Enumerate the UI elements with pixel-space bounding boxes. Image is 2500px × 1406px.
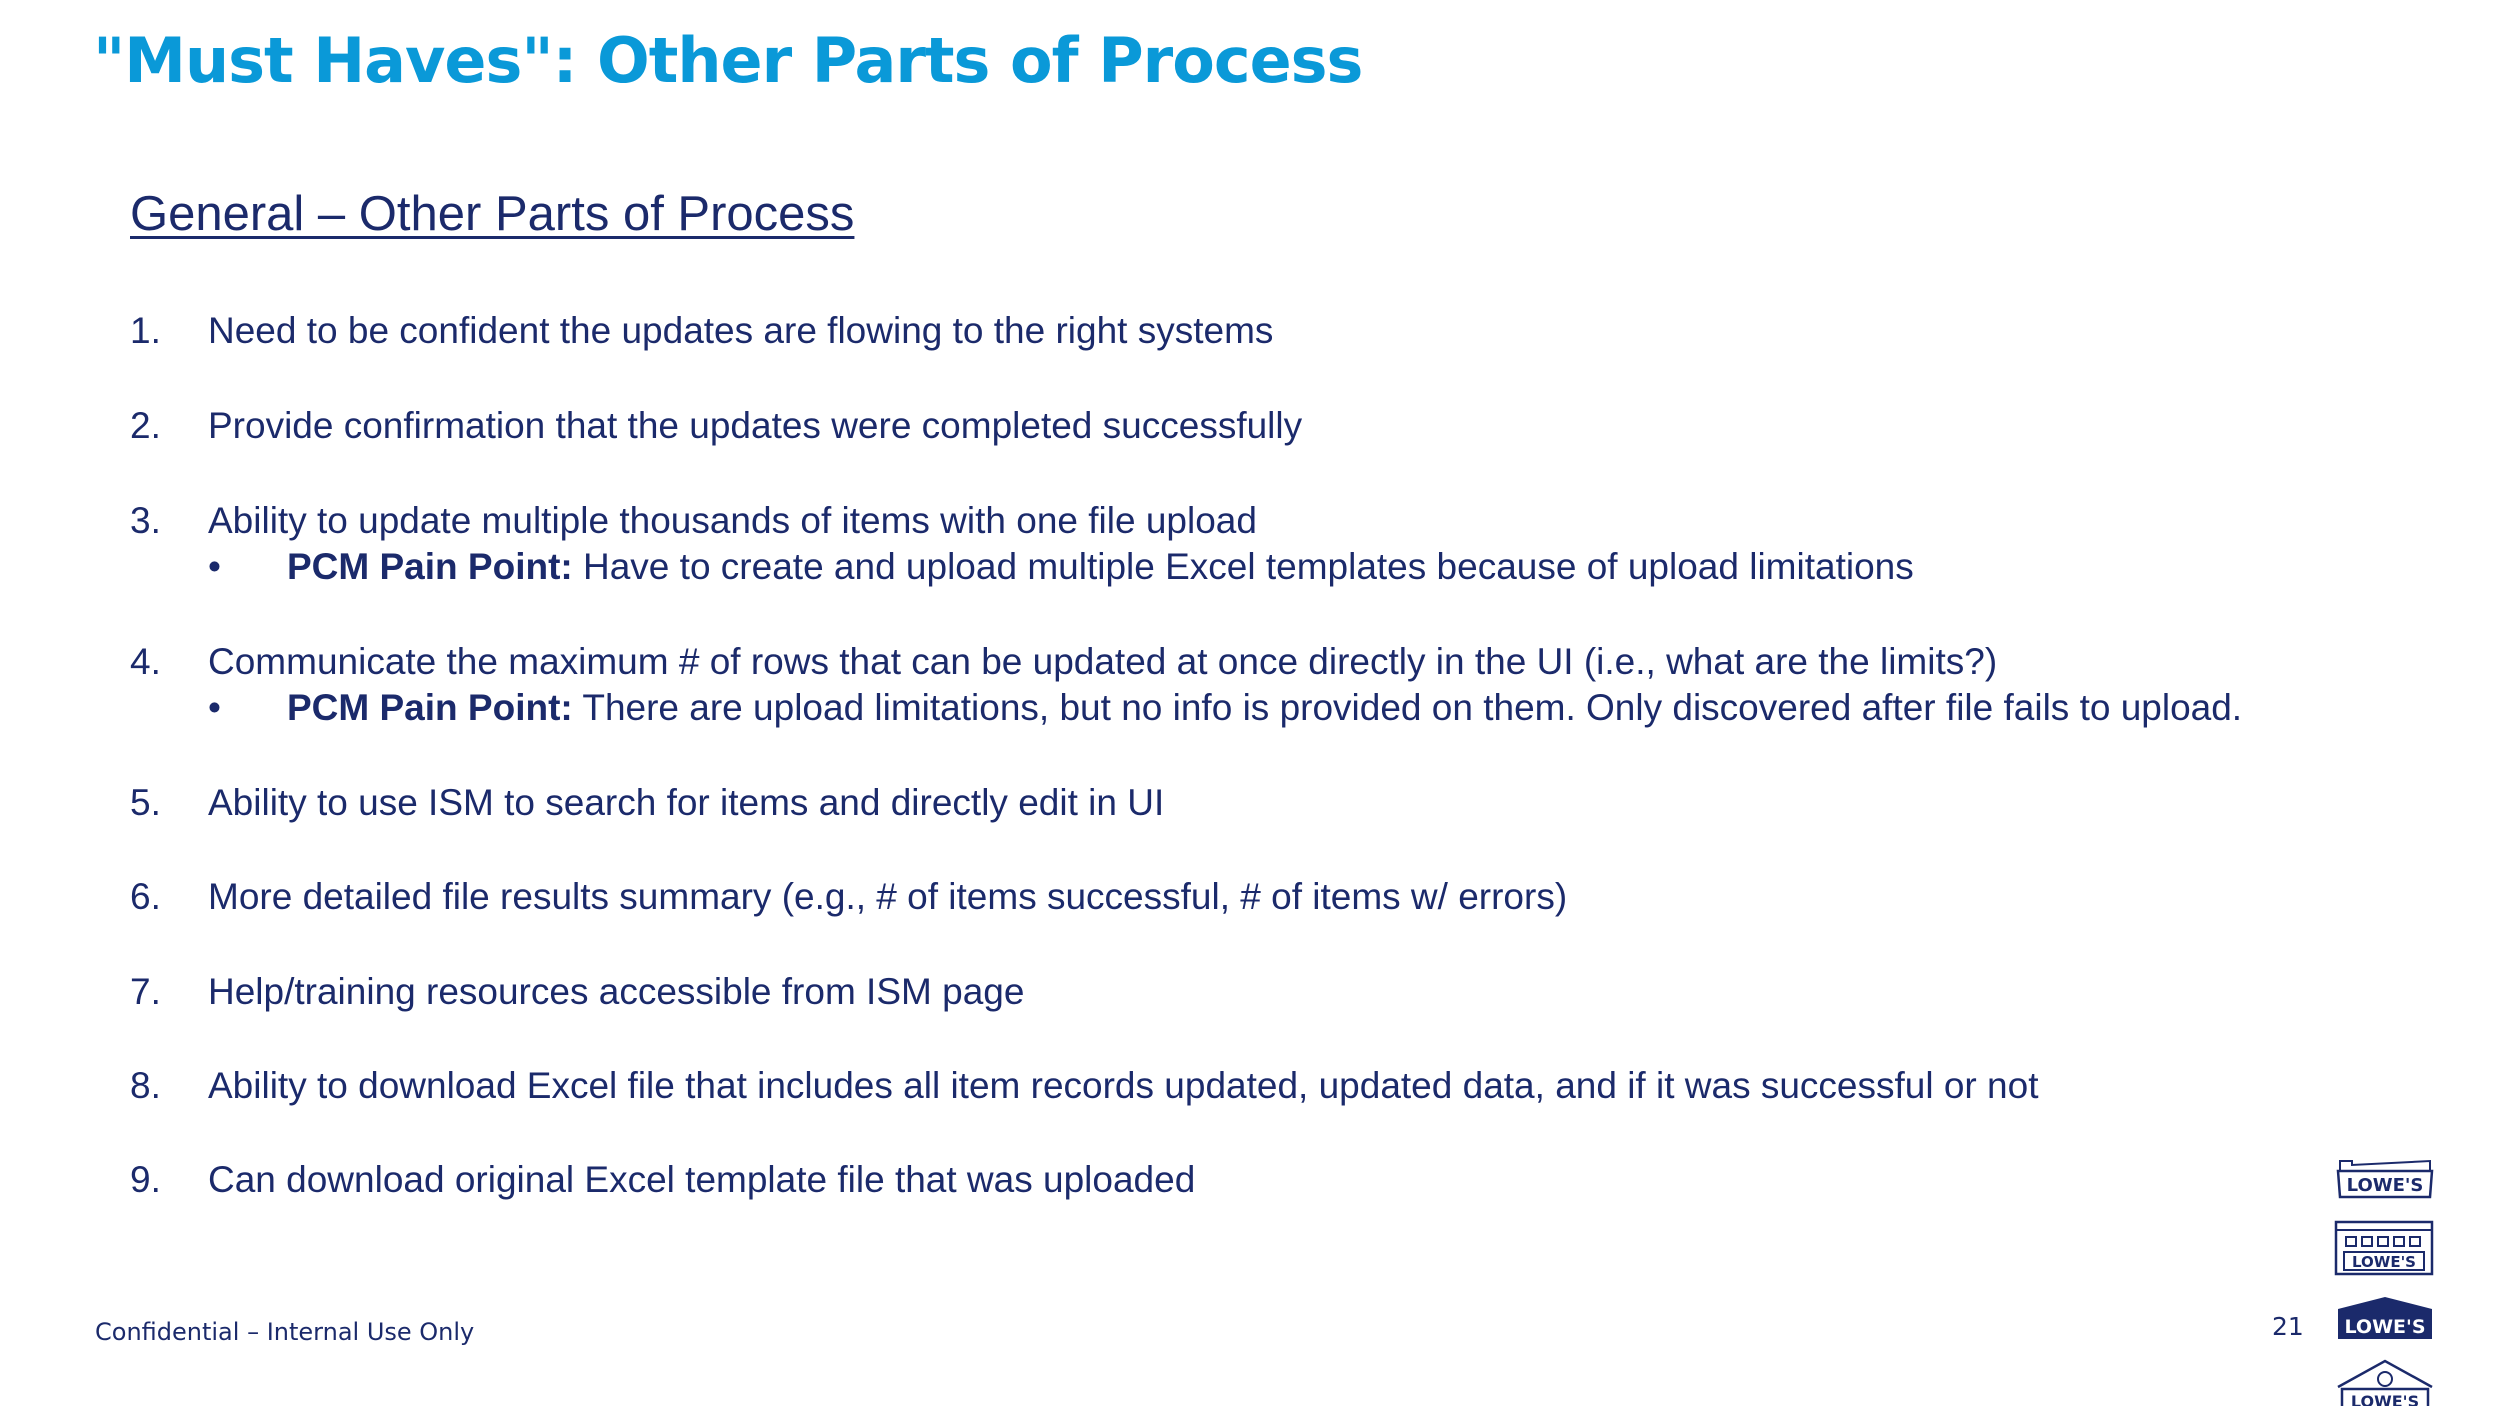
- pain-point-label: PCM Pain Point:: [287, 546, 573, 587]
- item-text: Communicate the maximum # of rows that can be updated at once directly in the UI (i.e., what are the limits?): [208, 641, 1998, 682]
- item-number: 7.: [130, 971, 161, 1012]
- lowes-outline-logo-icon: [2330, 1155, 2440, 1205]
- confidential-footer: Confidential – Internal Use Only: [95, 1318, 475, 1346]
- item-text: Ability to use ISM to search for items and directly edit in UI: [208, 782, 1165, 823]
- item-number: 6.: [130, 876, 161, 917]
- item-number: 4.: [130, 641, 161, 682]
- item-number: 1.: [130, 310, 161, 351]
- svg-text:LOWE'S: LOWE'S: [2352, 1253, 2416, 1271]
- slide-title: "Must Haves": Other Parts of Process: [93, 24, 1363, 97]
- page-number: 21: [2272, 1312, 2304, 1341]
- pain-point-text: Have to create and upload multiple Excel templates because of upload limitations: [572, 546, 1914, 587]
- svg-text:LOWE'S: LOWE'S: [2344, 1316, 2426, 1338]
- item-number: 8.: [130, 1065, 161, 1106]
- item-number: 5.: [130, 782, 161, 823]
- lowes-logo-stack: [2330, 1155, 2440, 1406]
- svg-text:LOWE'S: LOWE'S: [2350, 1392, 2420, 1406]
- section-heading: General – Other Parts of Process: [130, 187, 855, 241]
- item-text: Need to be confident the updates are flowing to the right systems: [208, 310, 1274, 351]
- item-text: Ability to download Excel file that includes all item records updated, updated data, and if it was successful or not: [208, 1065, 2039, 1106]
- bullet-icon: •: [208, 687, 221, 728]
- bullet-icon: •: [208, 546, 221, 587]
- lowes-house-logo-icon: [2330, 1357, 2440, 1406]
- item-text: Help/training resources accessible from ISM page: [208, 971, 1025, 1012]
- item-text: Provide confirmation that the updates were completed successfully: [208, 405, 1303, 446]
- svg-text:LOWE'S: LOWE'S: [2346, 1175, 2424, 1196]
- lowes-solid-logo-icon: [2330, 1295, 2440, 1343]
- item-number: 9.: [130, 1159, 161, 1200]
- item-number: 2.: [130, 405, 161, 446]
- pain-point-text: There are upload limitations, but no info is provided on them. Only discovered after file fails to upload.: [572, 687, 2243, 728]
- item-number: 3.: [130, 500, 161, 541]
- item-text: Ability to update multiple thousands of items with one file upload: [208, 500, 1257, 541]
- lowes-storefront-logo-icon: [2330, 1218, 2440, 1278]
- pain-point-label: PCM Pain Point:: [287, 687, 573, 728]
- item-text: More detailed file results summary (e.g., # of items successful, # of items w/ errors): [208, 876, 1568, 917]
- item-text: Can download original Excel template file that was uploaded: [208, 1159, 1196, 1200]
